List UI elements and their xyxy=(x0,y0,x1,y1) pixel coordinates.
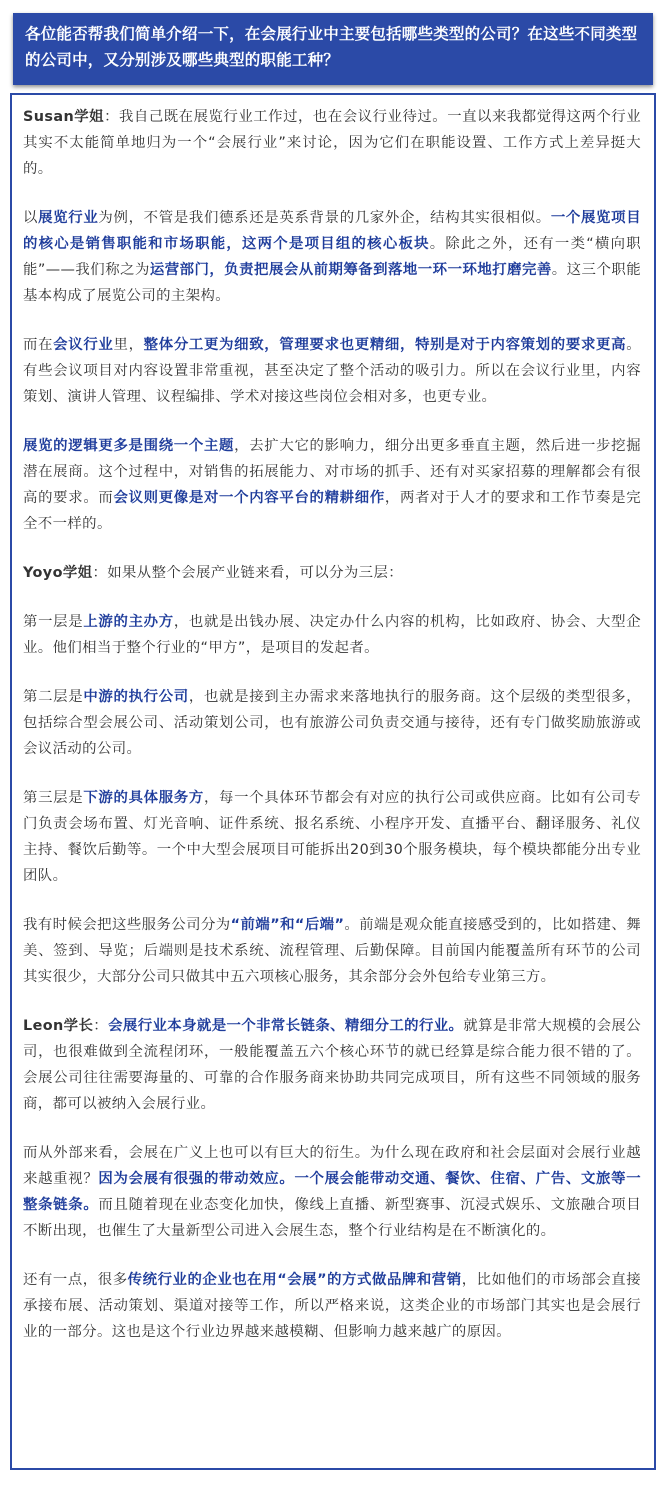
highlighted-text: 会展行业本身就是一个非常长链条、精细分工的行业。 xyxy=(108,1018,464,1034)
body-text: 。有些会议项目对内容设置非常重视，甚至决定了整个活动的吸引力。所以在会议行业里，内容策划、演讲人管理、议程编排、学术对接这些岗位会相对多，也更专业。 xyxy=(23,337,641,405)
answer-paragraph xyxy=(23,785,641,889)
answer-paragraph xyxy=(23,433,641,537)
answer-paragraph xyxy=(23,205,641,309)
question-text: 各位能否帮我们简单介绍一下，在会展行业中主要包括哪些类型的公司？在这些不同类型的公司中，又分别涉及哪些典型的职能工种？ xyxy=(25,25,638,69)
highlighted-text: 运营部门，负责把展会从前期筹备到落地一环一环地打磨完善 xyxy=(149,262,552,278)
body-text: ：我自己既在展览行业工作过，也在会议行业待过。一直以来我都觉得这两个行业其实不太能简单地归为一个“会展行业”来讨论，因为它们在职能设置、工作方式上差异挺大的。 xyxy=(23,109,641,177)
body-text: 第一层是 xyxy=(23,614,84,630)
highlighted-text: 下游的具体服务方 xyxy=(83,790,204,806)
body-text: 就算是非常大规模的会展公司，也很难做到全流程闭环，一般能覆盖五六个核心环节的就已经算是综合能力很不错的了。会展公司往往需要海量的、可靠的合作服务商来协助共同完成项目，所有这些不同领域的服务商，都可以被纳入会展行业。 xyxy=(23,1018,641,1112)
answer-paragraph xyxy=(23,684,641,762)
body-text: ，比如他们的市场部会直接承接布展、活动策划、渠道对接等工作，所以严格来说，这类企业的市场部门其实也是会展行业的一部分。这也是这个行业边界越来越模糊、但影响力越来越广的原因。 xyxy=(23,1272,641,1340)
body-text: ：如果从整个会展产业链来看，可以分为三层： xyxy=(92,565,404,581)
answer-paragraph xyxy=(23,560,641,586)
body-text: 而在 xyxy=(23,337,54,353)
highlighted-text: 整体分工更为细致，管理要求也更精细，特别是对于内容策划的要求更高 xyxy=(143,337,627,353)
highlighted-text: 中游的执行公司 xyxy=(83,689,189,705)
answer-paragraph xyxy=(23,104,641,182)
highlighted-text: 会议则更像是对一个内容平台的精耕细作 xyxy=(113,490,385,506)
body-text: 而且随着现在业态变化加快，像线上直播、新型赛事、沉浸式娱乐、文旅融合项目不断出现，也催生了大量新型公司进入会展生态，整个行业结构是在不断演化的。 xyxy=(23,1197,641,1239)
speaker-name: Susan学姐 xyxy=(23,109,105,125)
answer-paragraphs xyxy=(23,104,641,1368)
answer-paragraph xyxy=(23,1140,641,1244)
body-text: 为例，不管是我们德系还是英系背景的几家外企，结构其实很相似。 xyxy=(98,210,551,226)
answer-paragraph xyxy=(23,1267,641,1345)
body-text: 。除此之外，还有一类“横向职能”——我们称之为 xyxy=(23,236,641,278)
body-text: 里， xyxy=(113,337,144,353)
highlighted-text: 会议行业 xyxy=(53,337,114,353)
body-text: 。这三个职能基本构成了展览公司的主架构。 xyxy=(23,262,642,304)
highlighted-text: “前端”和“后端” xyxy=(230,917,345,933)
body-text: ，也就是接到主办需求来落地执行的服务商。这个层级的类型很多，包括综合型会展公司、活动策划公司，也有旅游公司负责交通与接待，还有专门做奖励旅游或会议活动的公司。 xyxy=(23,689,641,757)
highlighted-text: 展览的逻辑更多是围绕一个主题 xyxy=(23,438,235,454)
body-text: 以 xyxy=(23,210,39,226)
body-text: 第三层是 xyxy=(23,790,84,806)
body-text: 而从外部来看，会展在广义上也可以有巨大的衍生。为什么现在政府和社会层面对会展行业越来越重视？ xyxy=(23,1145,641,1187)
question-banner xyxy=(13,13,653,85)
body-text: ，去扩大它的影响力，细分出更多垂直主题，然后进一步挖掘潜在展商。这个过程中，对销售的拓展能力、对市场的抓手、还有对买家招募的理解都会有很高的要求。而 xyxy=(23,438,641,506)
answer-paragraph xyxy=(23,609,641,661)
body-text: 。前端是观众能直接感受到的，比如搭建、舞美、签到、导览；后端则是技术系统、流程管理、后勤保障。目前国内能覆盖所有环节的公司其实很少，大部分公司只做其中五六项核心服务，其余部分会外包给专业第三方。 xyxy=(23,917,641,985)
body-text: ，每一个具体环节都会有对应的执行公司或供应商。比如有公司专门负责会场布置、灯光音响、证件系统、报名系统、小程序开发、直播平台、翻译服务、礼仪主持、餐饮后勤等。一个中大型会展项目可能拆出20到30个服务模块，每个模块都能分出专业团队。 xyxy=(23,790,641,884)
highlighted-text: 上游的主办方 xyxy=(83,614,174,630)
body-text: ： xyxy=(93,1018,109,1034)
answer-paragraph xyxy=(23,332,641,410)
highlighted-text: 一个展览项目的核心是销售职能和市场职能，这两个是项目组的核心板块 xyxy=(23,210,642,252)
body-text: ，也就是出钱办展、决定办什么内容的机构，比如政府、协会、大型企业。他们相当于整个行业的“甲方”，是项目的发起者。 xyxy=(23,614,641,656)
body-text: 我有时候会把这些服务公司分为 xyxy=(23,917,231,933)
highlighted-text: 展览行业 xyxy=(38,210,99,226)
speaker-name: Leon学长 xyxy=(23,1018,94,1034)
body-text: 还有一点，很多 xyxy=(23,1272,128,1288)
answer-paragraph xyxy=(23,1013,641,1117)
highlighted-text: 因为会展有很强的带动效应。一个展会能带动交通、餐饮、住宿、广告、文旅等一整条链条。 xyxy=(23,1171,641,1213)
highlighted-text: 传统行业的企业也在用“会展”的方式做品牌和营销 xyxy=(127,1272,462,1288)
answer-paragraph xyxy=(23,912,641,990)
answer-card xyxy=(10,93,656,1470)
body-text: ，两者对于人才的要求和工作节奏是完全不一样的。 xyxy=(23,490,641,532)
speaker-name: Yoyo学姐 xyxy=(23,565,93,581)
body-text: 第二层是 xyxy=(23,689,84,705)
